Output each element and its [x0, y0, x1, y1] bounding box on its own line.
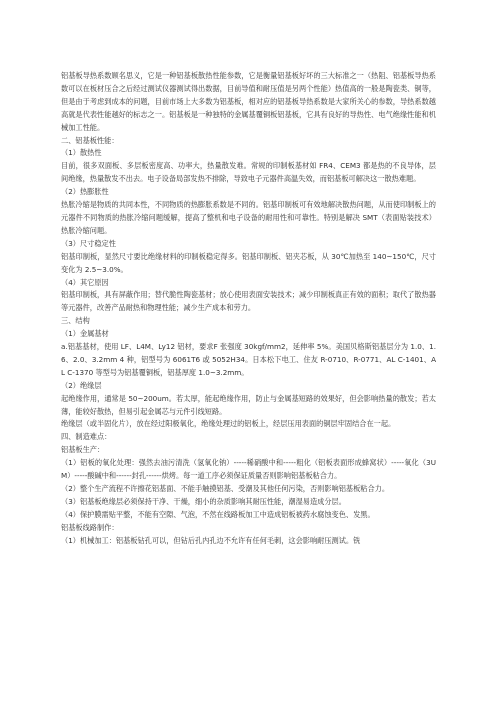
section-2-3-heading: （3）尺寸稳定性 [61, 238, 116, 248]
section-2-1-paragraph: 目前，很多双面板、多层板密度高、功率大，热量散发难。常规的印制板基材如 FR4、CEM3 都是热的不良导体，层间绝缘，热量散发不出去。电子设备局部发热不排除，导致电子元器件高温失效，而铝基板可解决这一散热难题。 [61, 161, 436, 184]
section-2-4-paragraph: 铝基印制板，具有屏蔽作用；替代脆性陶瓷基材；放心使用表面安装技术；减少印制板真正有效的面积；取代了散热器等元器件，改善产品耐热和物理性能；减少生产成本和劳力。 [61, 290, 436, 313]
section-3-heading: 三、结构 [61, 316, 90, 326]
section-3-2-heading: （2）绝缘层 [61, 380, 102, 390]
section-4-item-5: （1）机械加工：铝基板钻孔可以，但钻后孔内孔边不允许有任何毛刺，这会影响耐压测试。铣 [61, 535, 361, 545]
section-3-1-paragraph: a.铝基基材，使用 LF、L4M、Ly12 铝材，要求F 张强度 30kgf/mm2，延伸率 5%。美国贝格斯铝基层分为 1.0、1.6、2.0、3.2mm 4 种，铝型号为 6061T6 或 5052H34。日本松下电工、住友 R-0710、R-0771、AL C-1401、AL C-1370 等型号为铝基覆铜板，铝基厚度 1.0~3.2mm。 [61, 342, 436, 377]
section-4-item-3: （3）铝基板绝缘层必须保持干净、干燥，细小的杂质影响其耐压性能，潮湿易造成分层。 [61, 496, 346, 506]
section-2-2-paragraph: 热胀冷缩是物质的共同本性，不同物质的热膨胀系数是不同的。铝基印制板可有效地解决散热问题，从而使印制板上的元器件不同物质的热胀冷缩问题缓解，提高了整机和电子设备的耐用性和可靠性。特别是解决 SMT（表面贴装技术）热胀冷缩问题。 [61, 200, 436, 235]
section-4-item-2: （2）整个生产流程不许擦花铝基面、不能手触摸铝基、受潮及其他任何污染，否则影响铝基板粘合力。 [61, 484, 390, 493]
section-4-item-1: （1）铝板的氧化处理：强然去油污清洗（氢氧化钠）-----稀硝酸中和-----粗化（铝板表面形成蜂窝状）-----氧化（3UM）-----酸碱中和------封孔------烘烤。每一道工序必须保证质量否则影响铝基板粘合力。 [61, 458, 436, 481]
intro-paragraph: 铝基板导热系数顾名思义，它是一种铝基板散热性能参数，它是衡量铝基板好坏的三大标准之一（热阻、铝基板导热系数可以在板材压合之后经过测试仪器测试得出数据，目前导值和耐压值是另两个性能）热值高的一般是陶瓷类、铜等，但是由于考虑到成本的问题，目前市场上大多数为铝基板，相对应的铝基板导热系数是大家所关心的参数，导热系数越高就是代表性能越好的标志之一。铝基板是一种独特的金属基覆铜板铝基板，它具有良好的导热性、电气绝缘性能和机械加工性能。 [61, 71, 436, 132]
section-2-4-heading: （4）其它原因 [61, 277, 109, 287]
section-2-1-heading: （1）散热性 [61, 148, 102, 158]
section-2-2-heading: （2）热膨胀性 [61, 187, 109, 197]
section-3-1-heading: （1）金属基材 [61, 329, 109, 339]
section-4-item-4: （4）保护膜需贴平整，不能有空隙、气泡，不然在线路板加工中造成铝板被药水腐蚀变色、发黑。 [61, 509, 375, 519]
section-3-2-paragraph-b: 绝缘层（或半固化片），放在经过阳极氧化，绝缘处理过的铝板上，经层压用表面的铜层牢固结合在一起。 [61, 419, 396, 429]
section-2-heading: 二、铝基板性能： [61, 135, 119, 145]
section-2-3-paragraph: 铝基印制板，显然尺寸要比绝缘材料的印制板稳定得多。铝基印制板、铝夹芯板，从 30℃加热至 140~150℃，尺寸变化为 2.5~3.0%。 [61, 251, 436, 274]
section-4-subheading: 铝基板生产： [61, 445, 105, 455]
section-4-line-heading: 铝基板线路制作： [61, 522, 119, 532]
section-4-heading: 四、制造难点： [61, 432, 112, 442]
section-3-2-paragraph-a: 起绝缘作用，通常是 50~200um。若太厚，能起绝缘作用，防止与金属基短路的效果好，但会影响热量的散发；若太薄，能较好散热，但易引起金属芯与元件引线短路。 [61, 393, 436, 416]
